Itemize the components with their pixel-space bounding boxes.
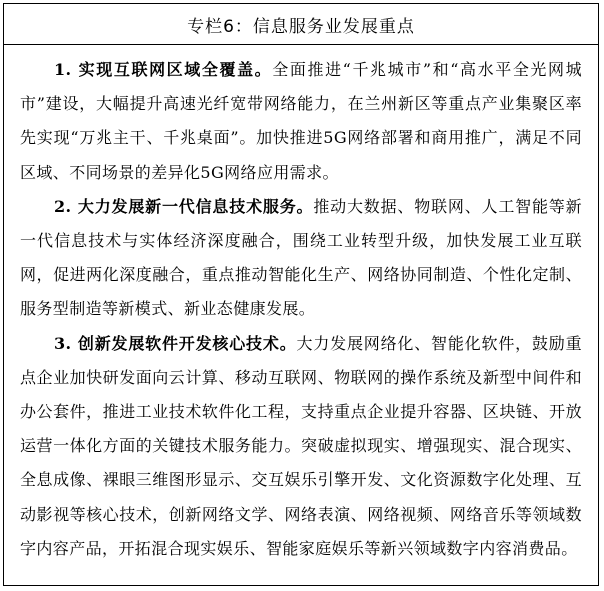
section-heading: 3. 创新发展软件开发核心技术。 xyxy=(54,333,297,353)
column-content xyxy=(4,45,598,566)
section-paragraph xyxy=(20,327,582,566)
section-body: 大力发展网络化、智能化软件，鼓励重点企业加快研发面向云计算、移动互联网、物联网的操作系统及新型中间件和办公套件，推进工业技术软件化工程，支持重点企业提升容器、区块链、开放运营一体化方面的关键技术服务能力。突破虚拟现实、增强现实、混合现实、全息成像、裸眼三维图形显示、交互娱乐引擎开发、文化资源数字化处理、互动影视等核心技术，创新网络文学、网络表演、网络视频、网络音乐等领域数字内容产品，开拓混合现实娱乐、智能家庭娱乐等新兴领域数字内容消费品。 xyxy=(20,333,582,558)
section-body: 推动大数据、物联网、人工智能等新一代信息技术与实体经济深度融合，围绕工业转型升级，加快发展工业互联网，促进两化深度融合，重点推动智能化生产、网络协同制造、个性化定制、服务型制造等新模式、新业态健康发展。 xyxy=(20,196,583,319)
section-heading: 2. 大力发展新一代信息技术服务。 xyxy=(54,196,314,216)
column-title: 专栏6：信息服务业发展重点 xyxy=(4,4,598,45)
section-heading: 1. 实现互联网区域全覆盖。 xyxy=(54,60,273,79)
section-paragraph xyxy=(20,53,582,190)
section-paragraph xyxy=(20,190,582,327)
feature-column-box xyxy=(3,3,599,586)
section-body: 全面推进“千兆城市”和“高水平全光网城市”建设，大幅提升高速光纤宽带网络能力，在兰州新区等重点产业集聚区率先实现“万兆主干、千兆桌面”。加快推进5G网络部署和商用推广，满足不同区域、不同场景的差异化5G网络应用需求。 xyxy=(20,60,583,182)
